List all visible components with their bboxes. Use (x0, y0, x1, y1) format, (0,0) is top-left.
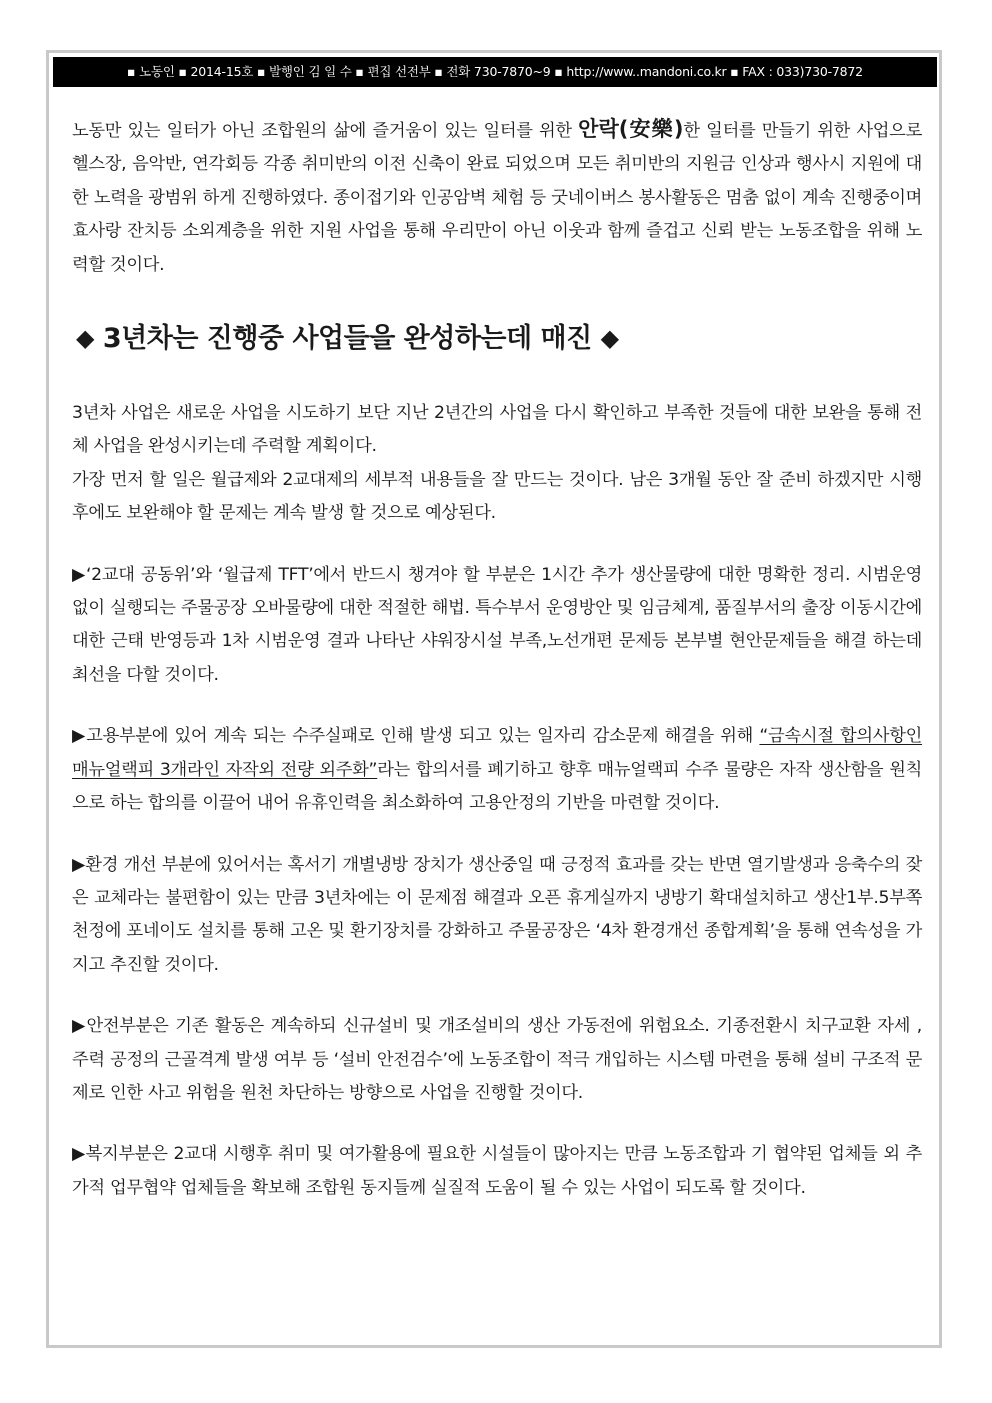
plan-paragraph-2: 가장 먼저 할 일은 월급제와 2교대제의 세부적 내용들을 잘 만드는 것이다. 남은 3개월 동안 잘 준비 하겠지만 시행 후에도 보완해야 할 문제는 계속 발생 할 것으로 예상된다. (72, 469, 922, 524)
newsletter-masthead (53, 57, 937, 87)
section-heading (72, 320, 922, 357)
item-environment: ▶환경 개선 부분에 있어서는 혹서기 개별냉방 장치가 생산중일 때 긍정적 효과를 갖는 반면 열기발생과 응축수의 잦은 교체라는 불편함이 있는 만큼 3년차에는 이 문제점 해결과 오픈 휴게실까지 냉방기 확대설치하고 생산1부.5부쪽 천정에 포네이도 설치를 통해 고온 및 환기장치를 강화하고 주물공장은 ‘4차 환경개선 종합계획’을 통해 연속성을 가지고 추진할 것이다. (72, 854, 922, 975)
item-employment (72, 720, 922, 820)
diamond-left-icon: ◆ (76, 324, 94, 353)
intro-paragraph (72, 113, 922, 282)
intro-emphasis: 안락(安樂) (578, 117, 684, 141)
diamond-right-icon: ◆ (600, 324, 619, 353)
employment-text-before: ▶고용부분에 있어 계속 되는 수주실패로 인해 발생 되고 있는 일자리 감소문제 해결을 위해 (72, 726, 760, 747)
intro-text-after: 한 일터를 만들기 위한 사업으로 헬스장, 음악반, 연각회등 각종 취미반의 이전 신축이 완료 되었으며 모든 취미반의 지원금 인상과 행사시 지원에 대한 노력을 광범위 하게 진행하였다. 종이접기와 인공암벽 체험 등 굿네이버스 봉사활동은 멈춤 없이 계속 진행중이며 효사랑 잔치등 소외계층을 위한 지원 사업을 통해 우리만이 아닌 이웃과 함께 즐겁고 신뢰 받는 노동조합을 위해 노력할 것이다. (72, 121, 922, 275)
intro-text-before: 노동만 있는 일터가 아닌 조합원의 삶에 즐거움이 있는 일터를 위한 (72, 121, 579, 141)
item-welfare: ▶복지부분은 2교대 시행후 취미 및 여가활용에 필요한 시설들이 많아지는 만큼 노동조합과 기 협약된 업체들 외 추가적 업무협약 업체들을 확보해 조합원 동지들께 실질적 도움이 될 수 있는 사업이 되도록 할 것이다. (72, 1144, 922, 1198)
employment-text-after: 라는 합의서를 폐기하고 향후 매뉴얼랙피 수주 물량은 자작 생산함을 원칙으로 하는 합의를 이끌어 내어 유휴인력을 최소화하여 고용안정의 기반을 마련할 것이다. (72, 759, 922, 814)
item-safety: ▶안전부분은 기존 활동은 계속하되 신규설비 및 개조설비의 생산 가동전에 위험요소. 기종전환시 치구교환 자세 , 주력 공정의 근골격계 발생 여부 등 ‘설비 안전검수’에 노동조합이 적극 개입하는 시스템 마련을 통해 설비 구조적 문제로 인한 사고 위험을 원천 차단하는 방향으로 사업을 진행할 것이다. (72, 1016, 922, 1103)
section-title: 3년차는 진행중 사업들을 완성하는데 매진 (102, 323, 592, 355)
article-body (72, 113, 922, 1205)
employment-underlined-agreement: “금속시절 합의사항인 매뉴얼랙피 3개라인 자작외 전량 외주화” (72, 726, 922, 780)
masthead-text: ▪ 노동인 ▪ 2014-15호 ▪ 발행인 김 일 수 ▪ 편집 선전부 ▪ 전화 730-7870~9 ▪ http://www..mandoni.co.kr ▪ FAX : 033)730-7872 (127, 64, 863, 79)
plan-paragraph-1: 3년차 사업은 새로운 사업을 시도하기 보단 지난 2년간의 사업을 다시 확인하고 부족한 것들에 대한 보완을 통해 전체 사업을 완성시키는데 주력할 계획이다. (72, 403, 922, 457)
item-shift-system: ▶‘2교대 공동위’와 ‘월급제 TFT’에서 반드시 챙겨야 할 부분은 1시간 추가 생산물량에 대한 명확한 정리. 시범운영 없이 실행되는 주물공장 오바물량에 대한 적절한 해법. 특수부서 운영방안 및 임금체계, 품질부서의 출장 이동시간에 대한 근태 반영등과 1차 시범운영 결과 나타난 샤워장시설 부족,노선개편 문제등 본부별 현안문제들을 해결 하는데 최선을 다할 것이다. (72, 564, 922, 685)
